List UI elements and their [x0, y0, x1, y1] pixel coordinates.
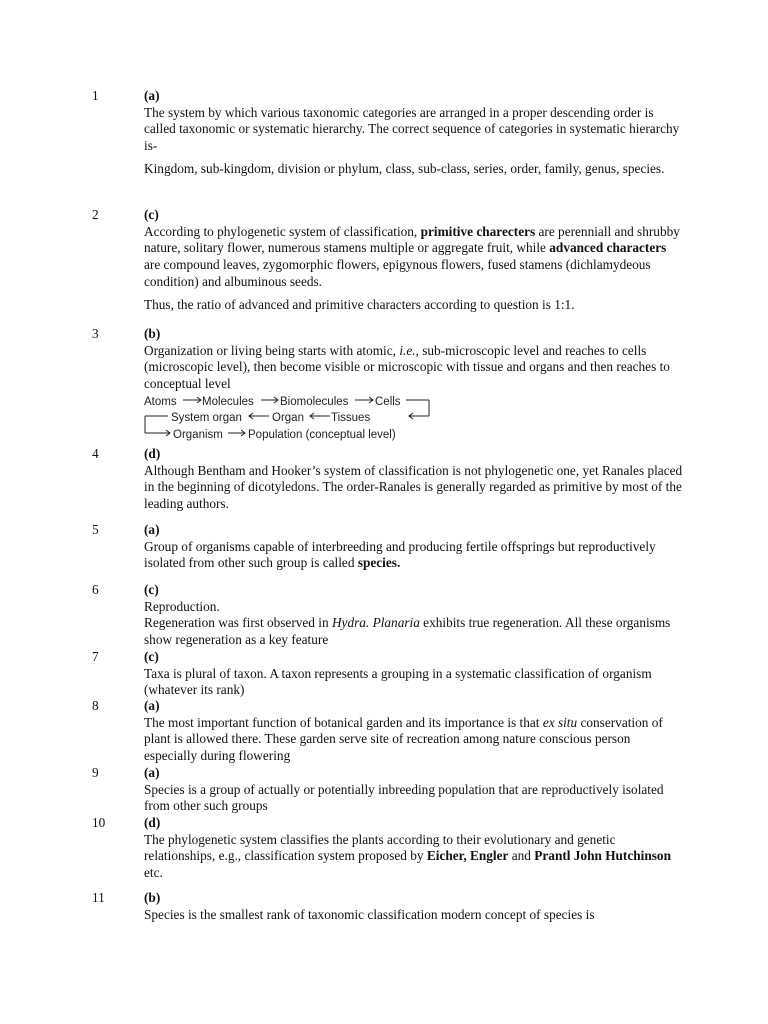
- diagram-population: Population (conceptual level): [248, 428, 396, 441]
- diagram-molecules: Molecules: [202, 395, 254, 408]
- answer-option: (c): [144, 582, 159, 597]
- explanation-text: Kingdom, sub-kingdom, division or phylum, class, sub-class, series, order, family, genus, species.: [144, 160, 665, 176]
- diagram-organism: Organism: [173, 428, 223, 441]
- answer-option: (a): [144, 88, 160, 103]
- explanation-text: The most important function of botanical garden and its importance is that ex situ conservation of plant is allowed there. These garden serve site of recreation among nature conscious person especially during flowering: [144, 714, 663, 764]
- explanation-text: Reproduction.: [144, 598, 220, 614]
- question-number: 10: [92, 815, 106, 830]
- answer-option: (a): [144, 698, 160, 713]
- explanation-text: Thus, the ratio of advanced and primitive characters according to question is 1:1.: [144, 296, 575, 312]
- diagram-system-organ: System organ: [171, 411, 242, 424]
- answer-option: (d): [144, 446, 161, 461]
- answer-option: (c): [144, 649, 159, 664]
- question-number: 2: [92, 207, 99, 222]
- answer-option: (a): [144, 765, 160, 780]
- question-number: 4: [92, 446, 99, 461]
- diagram-biomolecules: Biomolecules: [280, 395, 349, 408]
- diagram-cells: Cells: [375, 395, 401, 408]
- question-number: 9: [92, 765, 99, 780]
- question-number: 3: [92, 326, 99, 341]
- explanation-text: Although Bentham and Hooker’s system of classification is not phylogenetic one, yet Ranales placed in the beginning of dicotyledons. The order-Ranales is generally regarded as primitive by most of the leading authors.: [144, 462, 683, 512]
- explanation-text: Species is the smallest rank of taxonomic classification modern concept of species is: [144, 906, 595, 922]
- explanation-text: The system by which various taxonomic categories are arranged in a proper descending order is called taxonomic or systematic hierarchy. The correct sequence of categories in systematic hierarchy is-: [144, 104, 680, 154]
- explanation-text: Organization or living being starts with atomic, i.e., sub-microscopic level and reaches to cells (microscopic level), then become visible or microscopic with tissue and organs and then reaches to conceptual level: [144, 342, 670, 392]
- explanation-text: Group of organisms capable of interbreeding and producing fertile offsprings but reproductively isolated from other such group is called species.: [144, 538, 656, 571]
- question-number: 6: [92, 582, 99, 597]
- explanation-text: Regeneration was first observed in Hydra. Planaria exhibits true regeneration. All these organisms show regeneration as a key feature: [144, 615, 671, 648]
- explanation-text: Taxa is plural of taxon. A taxon represents a grouping in a systematic classification of organism (whatever its rank): [144, 665, 652, 698]
- diagram-organ: Organ: [272, 411, 304, 424]
- question-number: 1: [92, 88, 99, 103]
- question-number: 8: [92, 698, 99, 713]
- answer-option: (b): [144, 890, 161, 905]
- answer-option: (a): [144, 522, 160, 537]
- explanation-text: Species is a group of actually or potentially inbreeding population that are reproductively isolated from other such groups: [144, 781, 664, 814]
- answer-option: (c): [144, 207, 159, 222]
- answer-option: (b): [144, 326, 161, 341]
- diagram-tissues: Tissues: [331, 411, 371, 424]
- organization-levels-diagram: [144, 394, 444, 442]
- question-number: 11: [92, 890, 105, 905]
- question-number: 5: [92, 522, 99, 537]
- explanation-text: The phylogenetic system classifies the plants according to their evolutionary and genetic relationships, e.g., classification system proposed by Eicher, Engler and Prantl John Hutchinson etc.: [144, 831, 671, 881]
- diagram-atoms: Atoms: [144, 395, 177, 408]
- answer-option: (d): [144, 815, 161, 830]
- explanation-text: According to phylogenetic system of classification, primitive charecters are perenniall and shrubby nature, solitary flower, numerous stamens multiple or aggregate fruit, while advanced characters are compound leaves, zygomorphic flowers, epigynous flowers, fused stamens (dichlamydeous condition) and albuminous seeds.: [144, 223, 680, 289]
- question-number: 7: [92, 649, 99, 664]
